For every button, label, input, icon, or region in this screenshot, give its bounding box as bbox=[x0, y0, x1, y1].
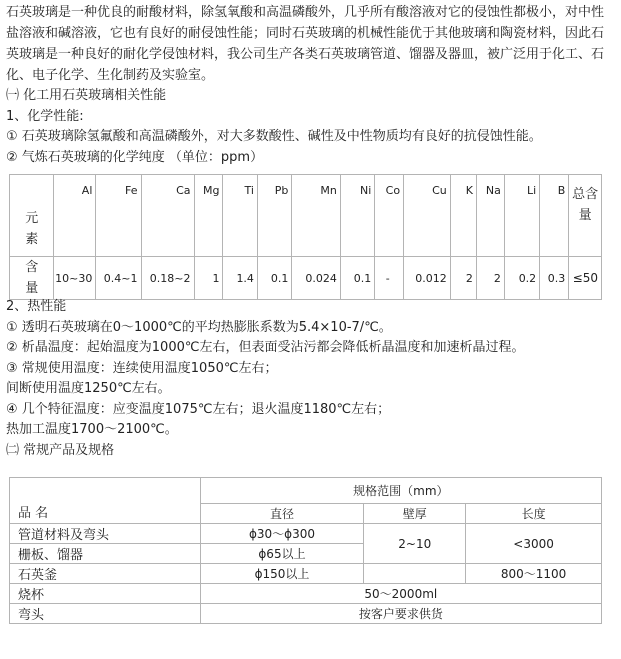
chem-item-1: ① 石英玻璃除氢氟酸和高温磷酸外，对大多数酸性、碱性及中性物质均有良好的抗侵蚀性能。 bbox=[6, 129, 542, 144]
element-cell: B bbox=[540, 175, 569, 257]
intro-paragraph: 石英玻璃是一种优良的耐酸材料，除氢氧酸和高温磷酸外，几乎所有酸溶液对它的侵蚀性都极小，对中性盐溶液和碱溶液，它也有良好的耐侵蚀性能；同时石英玻璃的机械性能优于其他玻璃和陶瓷材料，因此石英玻璃是一种良好的耐化学侵蚀材料，我公司生产各类石英玻璃管道、馏器及器皿，被广泛用于化工、石化、电子化学、生化制药及实验室。 bbox=[6, 5, 605, 83]
length-value: 800～1100 bbox=[466, 564, 602, 584]
element-cell: Pb bbox=[257, 175, 291, 257]
heat-item-4: ④ 几个特征温度：应变温度1075℃左右；退火温度1180℃左右； bbox=[6, 401, 391, 417]
total-label: 总含量 bbox=[569, 175, 602, 257]
value-cell: 2 bbox=[450, 257, 476, 300]
element-cell: Co bbox=[375, 175, 404, 257]
product-name: 石英釜 bbox=[10, 564, 201, 584]
heat-item-3: ③ 常规使用温度：连续使用温度1050℃左右； bbox=[6, 360, 278, 376]
heat-item-4b: 热加工温度1700～2100℃。 bbox=[6, 422, 178, 437]
spec-span-value: 50～2000ml bbox=[200, 584, 601, 604]
spec-row bbox=[10, 524, 602, 544]
heat-heading: 2、热性能 bbox=[6, 299, 67, 314]
value-cell: 0.1 bbox=[340, 257, 374, 300]
total-value: ≤50 bbox=[569, 257, 602, 300]
element-cell: Fe bbox=[96, 175, 141, 257]
chem-item-2: ② 气炼石英玻璃的化学纯度 （单位：ppm） bbox=[6, 149, 264, 165]
value-cell: 0.4~1 bbox=[96, 257, 141, 300]
value-cell: 0.18~2 bbox=[141, 257, 194, 300]
value-cell: 1.4 bbox=[223, 257, 257, 300]
value-cell: 0.3 bbox=[540, 257, 569, 300]
heat-item-2: ② 析晶温度：起始温度为1000℃左右，但表面受沾污都会降低析晶温度和加速析晶过程。 bbox=[6, 340, 525, 355]
diameter-value: ɸ30～ɸ300 bbox=[200, 524, 364, 544]
heat-item-3b: 间断使用温度1250℃左右。 bbox=[6, 381, 171, 396]
element-label: 元素 bbox=[10, 175, 54, 257]
heat-section bbox=[6, 297, 615, 461]
product-name: 烧杯 bbox=[10, 584, 201, 604]
heat-item-1: ① 透明石英玻璃在0～1000℃的平均热膨胀系数为5.4×10-7/℃。 bbox=[6, 319, 392, 335]
element-cell: Mg bbox=[194, 175, 223, 257]
spec-row bbox=[10, 564, 602, 584]
element-cell: Al bbox=[54, 175, 96, 257]
length-value: <3000 bbox=[466, 524, 602, 564]
product-name-label: 品 名 bbox=[10, 478, 201, 524]
diameter-value: ɸ150以上 bbox=[200, 564, 364, 584]
element-cell: Cu bbox=[404, 175, 451, 257]
purity-header-row bbox=[10, 175, 602, 257]
value-cell: 0.024 bbox=[292, 257, 340, 300]
spec-span-value: 按客户要求供货 bbox=[200, 604, 601, 624]
purity-table bbox=[9, 174, 602, 300]
wall-value: 2~10 bbox=[364, 524, 466, 564]
product-name: 弯头 bbox=[10, 604, 201, 624]
value-cell: 0.012 bbox=[404, 257, 451, 300]
value-cell: 0.1 bbox=[257, 257, 291, 300]
article bbox=[6, 2, 615, 168]
spec-table bbox=[9, 477, 602, 624]
element-cell: Ca bbox=[141, 175, 194, 257]
empty-cell bbox=[364, 564, 466, 584]
wall-label: 壁厚 bbox=[364, 504, 466, 524]
purity-value-row bbox=[10, 257, 602, 300]
diameter-value: ɸ65以上 bbox=[200, 544, 364, 564]
length-label: 长度 bbox=[466, 504, 602, 524]
spec-range-label: 规格范围（mm） bbox=[200, 478, 601, 504]
diameter-label: 直径 bbox=[200, 504, 364, 524]
section-heading-properties: ㈠ 化工用石英玻璃相关性能 bbox=[6, 88, 167, 103]
product-name: 栅板、馏器 bbox=[10, 544, 201, 564]
element-cell: Ni bbox=[340, 175, 374, 257]
value-cell: 0.2 bbox=[504, 257, 539, 300]
element-cell: Li bbox=[504, 175, 539, 257]
content-label: 含量 bbox=[10, 257, 54, 300]
value-cell: - bbox=[375, 257, 404, 300]
product-name: 管道材料及弯头 bbox=[10, 524, 201, 544]
value-cell: 10~30 bbox=[54, 257, 96, 300]
element-cell: K bbox=[450, 175, 476, 257]
spec-row bbox=[10, 584, 602, 604]
chem-heading: 1、化学性能: bbox=[6, 108, 84, 124]
spec-range-row bbox=[10, 478, 602, 504]
value-cell: 1 bbox=[194, 257, 223, 300]
element-cell: Na bbox=[476, 175, 504, 257]
section-heading-products: ㈡ 常规产品及规格 bbox=[6, 442, 115, 458]
spec-row bbox=[10, 604, 602, 624]
element-cell: Ti bbox=[223, 175, 257, 257]
value-cell: 2 bbox=[476, 257, 504, 300]
element-cell: Mn bbox=[292, 175, 340, 257]
